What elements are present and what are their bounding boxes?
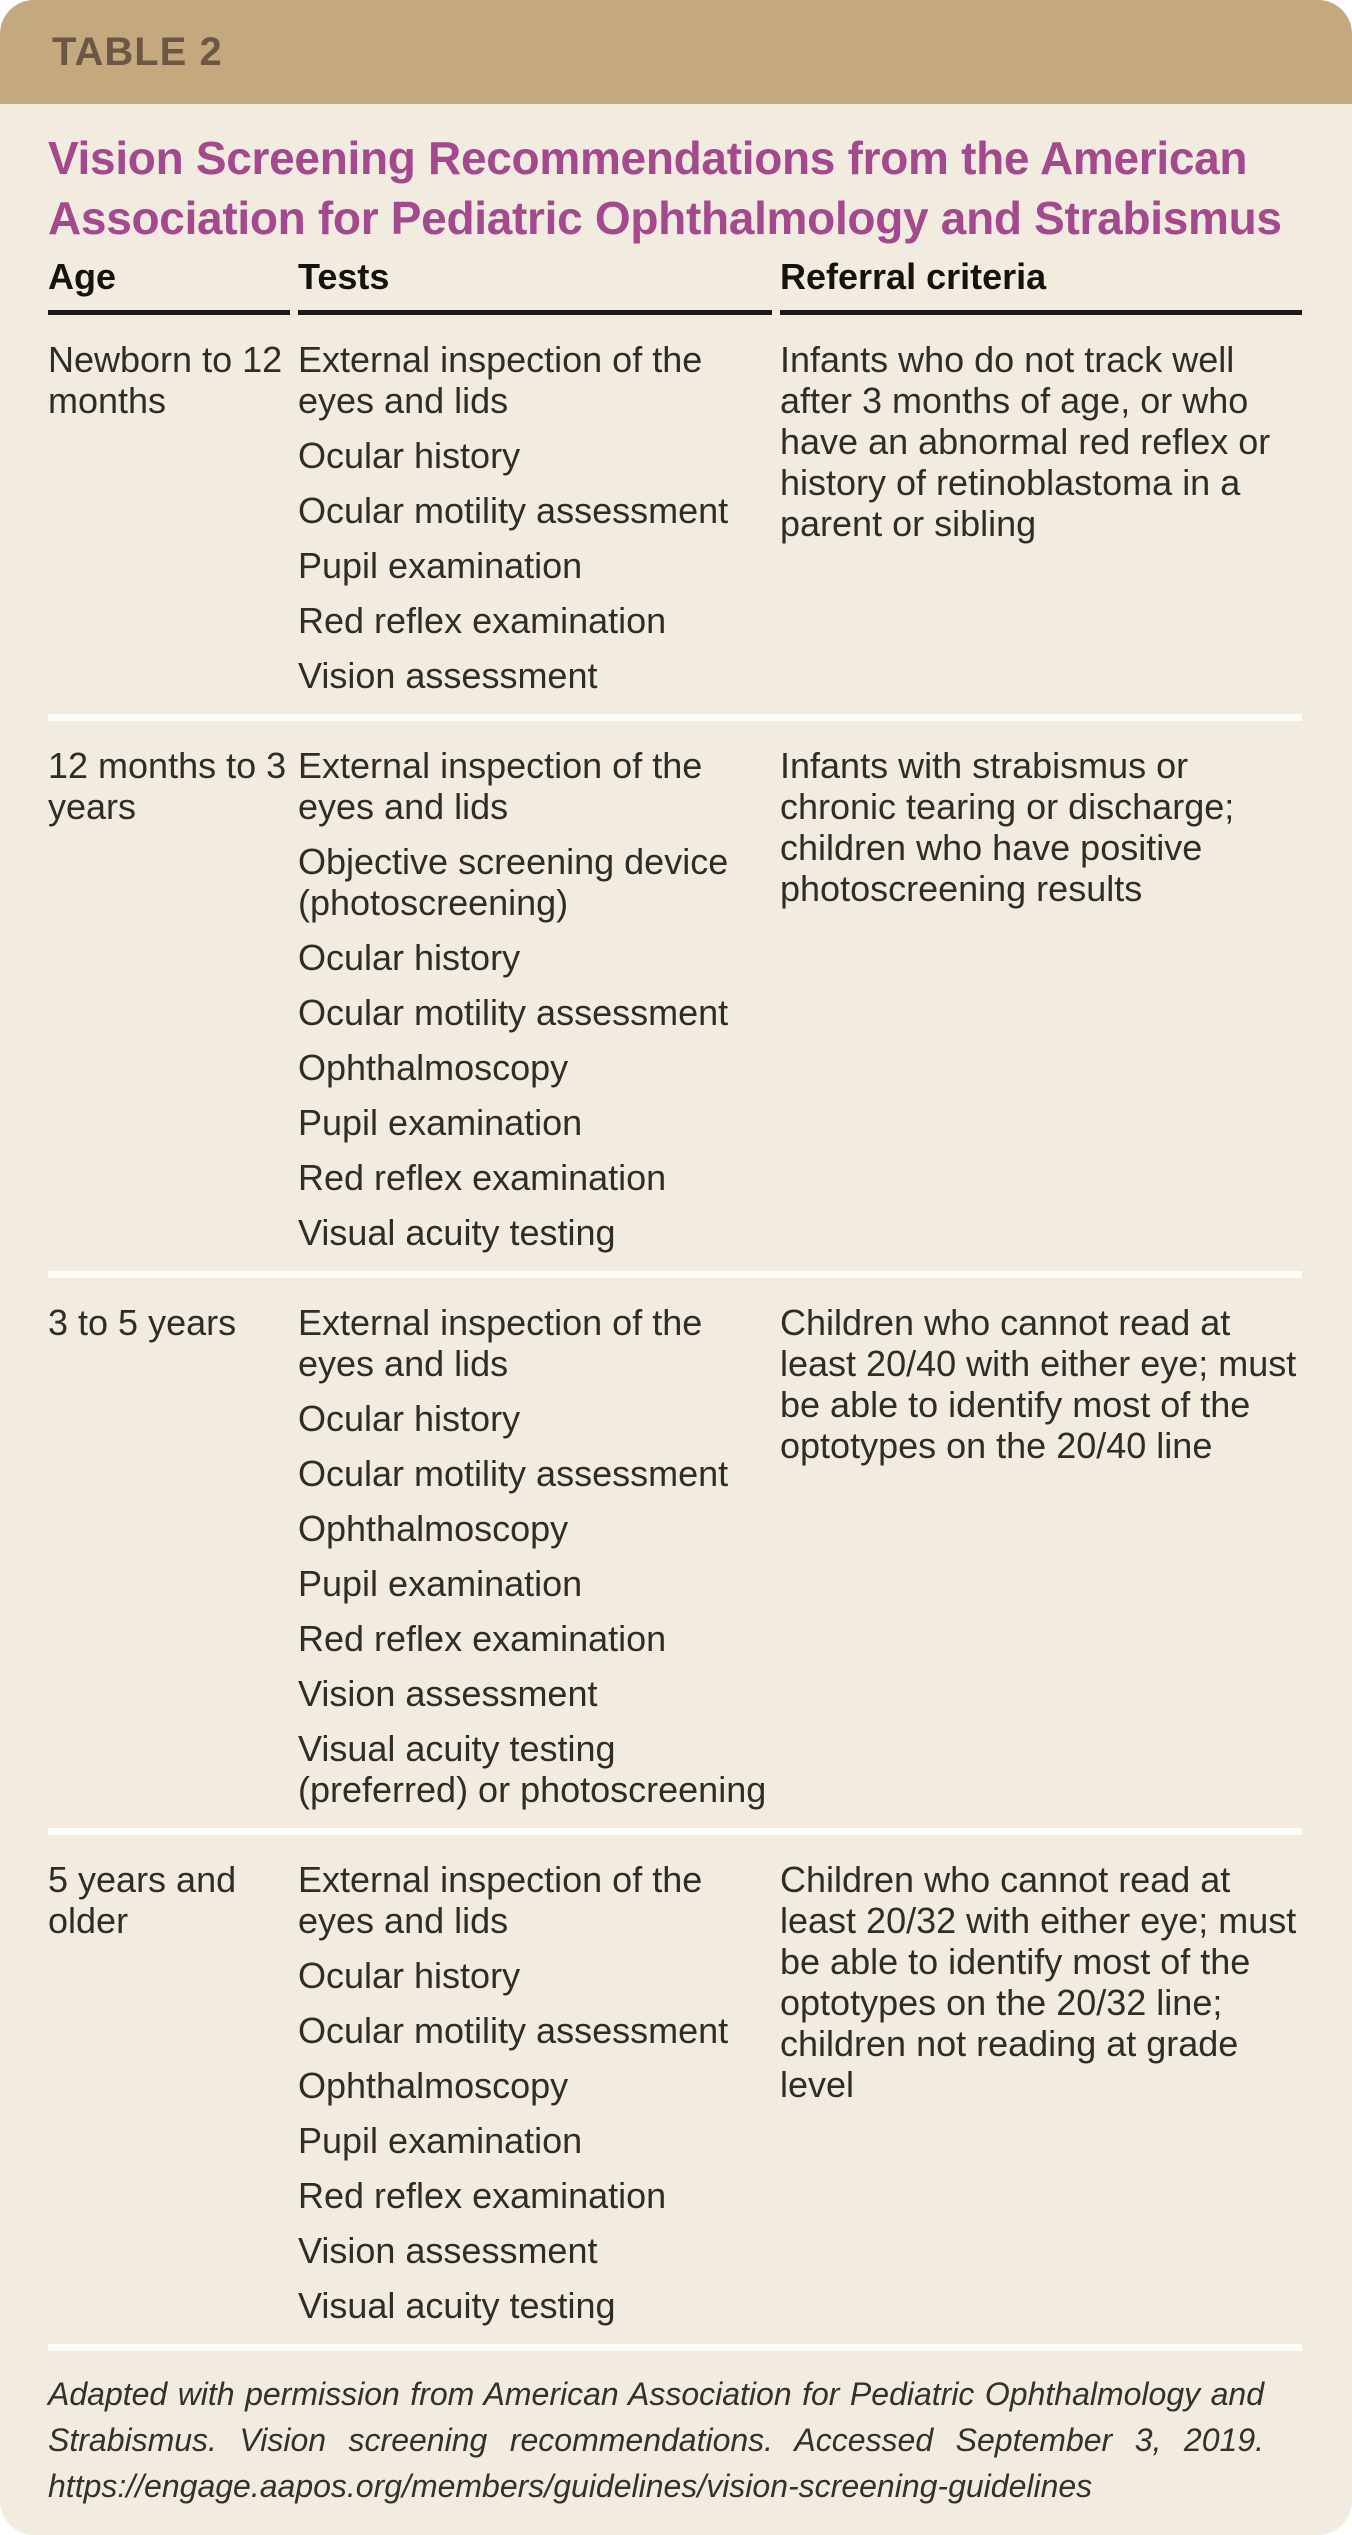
test-item: Ocular motility assessment (298, 2010, 729, 2051)
referral-cell: Children who cannot read at least 20/32 with either eye; must be able to identify most of the optotypes on the 20/32 line; children not reading at grade level (780, 1859, 1297, 2105)
table-label: TABLE 2 (52, 29, 223, 74)
tests-cell (298, 339, 772, 696)
test-item: Ocular history (298, 435, 521, 476)
test-item: Visual acuity testing (preferred) or photoscreening (298, 1728, 767, 1810)
referral-cell: Children who cannot read at least 20/40 with either eye; must be able to identify most of the optotypes on the 20/40 line (780, 1302, 1297, 1466)
test-item: External inspection of the eyes and lids (298, 745, 703, 827)
table-header-band (0, 0, 1352, 104)
test-item: Ocular history (298, 1398, 521, 1439)
age-cell: 3 to 5 years (48, 1302, 237, 1343)
test-item: Red reflex examination (298, 1157, 667, 1198)
test-item: Pupil examination (298, 2120, 583, 2161)
age-cell: 5 years and older (48, 1859, 237, 1941)
referral-cell: Infants who do not track well after 3 months of age, or who have an abnormal red reflex or history of retinoblastoma in a parent or sibling (780, 339, 1271, 544)
column-header-row (48, 256, 1302, 315)
test-item: Pupil examination (298, 545, 583, 586)
test-item: Vision assessment (298, 655, 598, 696)
tests-cell (298, 1859, 772, 2326)
table-row (48, 1835, 1302, 2344)
table-row (48, 1278, 1302, 1828)
column-header-age: Age (48, 256, 290, 315)
test-item: Red reflex examination (298, 1618, 667, 1659)
test-item: Ocular history (298, 1955, 521, 1996)
test-item: Ocular motility assessment (298, 992, 729, 1033)
table-body (48, 315, 1302, 2344)
row-separator (48, 1828, 1302, 1835)
test-item: Ocular motility assessment (298, 1453, 729, 1494)
test-item: Ophthalmoscopy (298, 1508, 569, 1549)
test-item: Red reflex examination (298, 600, 667, 641)
test-item: Ocular history (298, 937, 521, 978)
test-item: Ocular motility assessment (298, 490, 729, 531)
column-header-referral-criteria: Referral criteria (780, 256, 1302, 315)
test-item: Vision assessment (298, 2230, 598, 2271)
row-separator (48, 714, 1302, 721)
test-item: Ophthalmoscopy (298, 1047, 569, 1088)
test-item: Vision assessment (298, 1673, 598, 1714)
test-item: Visual acuity testing (298, 1212, 616, 1253)
table-content (0, 128, 1352, 2529)
footnote: Adapted with permission from American Association for Pediatric Ophthalmology and Strabismus. Vision screening recommendations. Accessed September 3, 2019. https://engage.aapos.org/members/guidelines/vision-screening-guidelines (48, 2344, 1302, 2529)
test-item: Red reflex examination (298, 2175, 667, 2216)
test-item: Visual acuity testing (298, 2285, 616, 2326)
table-row (48, 315, 1302, 714)
age-cell: 12 months to 3 years (48, 745, 287, 827)
tests-cell (298, 745, 772, 1253)
row-separator (48, 1271, 1302, 1278)
test-item: Pupil examination (298, 1102, 583, 1143)
test-item: Objective screening device (photoscreening) (298, 841, 729, 923)
test-item: External inspection of the eyes and lids (298, 339, 703, 421)
test-item: External inspection of the eyes and lids (298, 1302, 703, 1384)
test-item: Ophthalmoscopy (298, 2065, 569, 2106)
tests-cell (298, 1302, 772, 1810)
referral-cell: Infants with strabismus or chronic tearing or discharge; children who have positive photoscreening results (780, 745, 1235, 909)
test-item: External inspection of the eyes and lids (298, 1859, 703, 1941)
age-cell: Newborn to 12 months (48, 339, 283, 421)
column-header-tests: Tests (298, 256, 772, 315)
table-row (48, 721, 1302, 1271)
test-item: Pupil examination (298, 1563, 583, 1604)
table-title: Vision Screening Recommendations from the American Association for Pediatric Ophthalmology and Strabismus (48, 132, 1282, 244)
